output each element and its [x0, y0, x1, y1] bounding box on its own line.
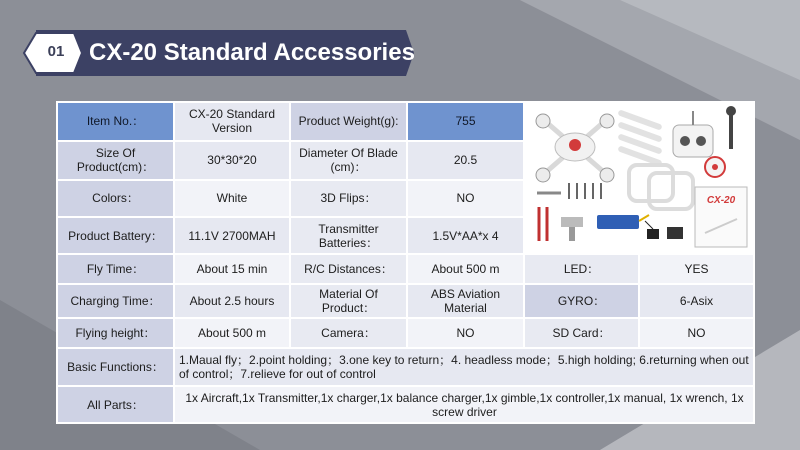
tx-battery-label: Transmitter Batteries： [290, 217, 407, 254]
flips-label: 3D Flips： [290, 180, 407, 218]
parts-value: 1x Aircraft,1x Transmitter,1x charger,1x balance charger,1x gimble,1x controller,1x manual, 1x wrench, 1x screw driver [174, 386, 754, 423]
sd-label: SD Card： [524, 318, 639, 348]
charger-icon [705, 157, 725, 177]
sd-value: NO [639, 318, 754, 348]
section-title-banner [14, 30, 414, 76]
led-label: LED： [524, 254, 639, 284]
material-label: Material Of Product： [290, 284, 407, 318]
parts-label: All Parts： [57, 386, 174, 423]
specs-table [56, 101, 755, 424]
table-row [57, 318, 754, 348]
table-row [57, 386, 754, 423]
charging-value: About 2.5 hours [174, 284, 290, 318]
gyro-value: 6-Asix [639, 284, 754, 318]
height-value: About 500 m [174, 318, 290, 348]
accessories-illustration [525, 103, 754, 253]
page-title: CX-20 Standard Accessories [89, 39, 415, 66]
camera-label: Camera： [290, 318, 407, 348]
led-value: YES [639, 254, 754, 284]
rc-distance-value: About 500 m [407, 254, 524, 284]
table-row [57, 284, 754, 318]
manual-icon [695, 187, 747, 247]
functions-label: Basic Functions： [57, 348, 174, 386]
item-no-value: CX-20 Standard Version [174, 102, 290, 141]
colors-value: White [174, 180, 290, 218]
fly-time-label: Fly Time： [57, 254, 174, 284]
gyro-label: GYRO： [524, 284, 639, 318]
weight-label: Product Weight(g): [290, 102, 407, 141]
table-row [57, 102, 754, 141]
battery-value: 11.1V 2700MAH [174, 217, 290, 254]
tx-battery-value: 1.5V*AA*x 4 [407, 217, 524, 254]
blade-value: 20.5 [407, 141, 524, 180]
rc-distance-label: R/C Distances： [290, 254, 407, 284]
height-label: Flying height： [57, 318, 174, 348]
fly-time-value: About 15 min [174, 254, 290, 284]
flips-value: NO [407, 180, 524, 218]
charging-label: Charging Time： [57, 284, 174, 318]
battery-label: Product Battery： [57, 217, 174, 254]
table-row [57, 348, 754, 386]
size-label: Size Of Product(cm)： [57, 141, 174, 180]
functions-value: 1.Maual fly；2.point holding；3.one key to return；4. headless mode；5.high holding; 6.returning when out of control；7.relieve for out of control [174, 348, 754, 386]
accessories-photo [524, 102, 754, 254]
size-value: 30*30*20 [174, 141, 290, 180]
material-value: ABS Aviation Material [407, 284, 524, 318]
manual-brand: CX-20 [706, 195, 736, 206]
section-number: 01 [47, 43, 65, 60]
weight-value: 755 [407, 102, 524, 141]
blade-label: Diameter Of Blade (cm)： [290, 141, 407, 180]
table-row [57, 254, 754, 284]
camera-value: NO [407, 318, 524, 348]
colors-label: Colors： [57, 180, 174, 218]
item-no-label: Item No.： [57, 102, 174, 141]
